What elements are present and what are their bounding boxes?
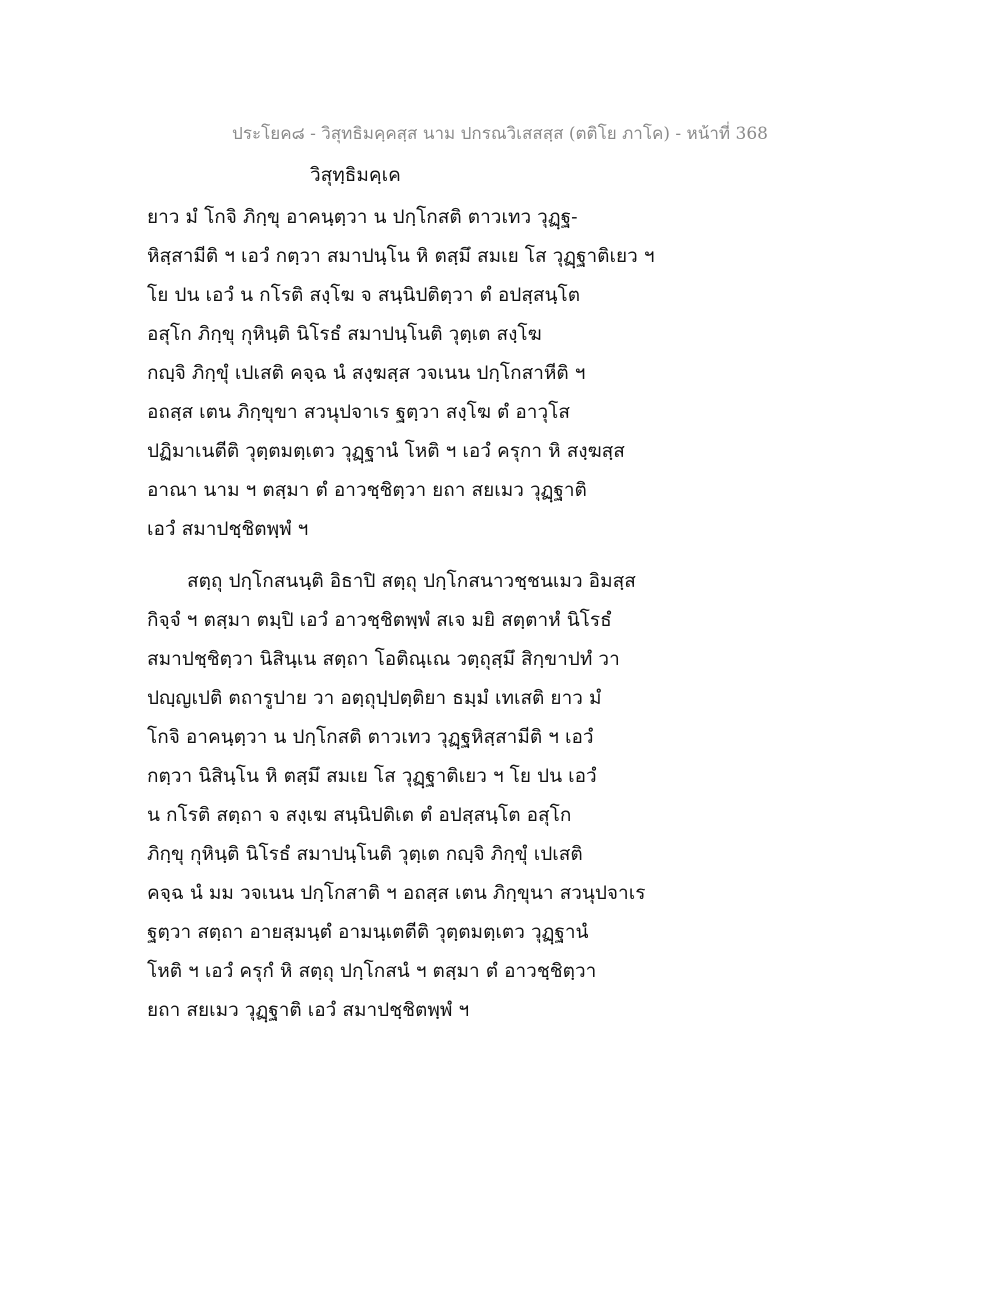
text-line: กตฺวา นิสินฺโน หิ ตสฺมึ สมเย โส วุฏฺฐาติเยว ฯ โย ปน เอวํ	[147, 765, 597, 787]
running-head: ประโยค๘ - วิสุทธิมคฺคสฺส นาม ปกรณวิเสสสฺส (ตติโย ภาโค) - หน้าที่ 368	[232, 124, 768, 144]
text-line: ฐตฺวา สตฺถา อายสฺมนฺตํ อามนฺเตตีติ วุตฺตมตฺเตว วุฏฺฐานํ	[147, 921, 589, 943]
text-line: เอวํ สมาปชฺชิตพฺพํ ฯ	[147, 518, 309, 540]
text-line: โกจิ อาคนฺตฺวา น ปกฺโกสติ ตาวเทว วุฏฺฐหิสฺสามีติ ฯ เอวํ	[147, 726, 594, 748]
body-text	[147, 198, 707, 1030]
text-line: สตฺถุ ปกฺโกสนนฺติ อิธาปิ สตฺถุ ปกฺโกสนาวชฺชนเมว อิมสฺส	[187, 570, 636, 592]
text-line: สมาปชฺชิตฺวา นิสินฺเน สตฺถา โอติณฺเณ วตฺถุสฺมึ สิกฺขาปทํ วา	[147, 648, 620, 670]
paragraph-1	[147, 198, 707, 549]
text-line: ยถา สยเมว วุฏฺฐาติ เอวํ สมาปชฺชิตพฺพํ ฯ	[147, 999, 470, 1021]
text-line: กญฺจิ ภิกฺขุํ เปเสติ คจฺฉ นํ สงฺฆสฺส วจเนน ปกฺโกสาหีติ ฯ	[147, 362, 586, 384]
text-line: ปญฺญเปติ ตถารูปาย วา อตฺถุปฺปตฺติยา ธมฺมํ เทเสติ ยาว มํ	[147, 687, 602, 709]
text-line: ยาว มํ โกจิ ภิกฺขุ อาคนฺตฺวา น ปกฺโกสติ ตาวเทว วุฏฺฐ-	[147, 206, 578, 228]
page-header	[0, 120, 1000, 147]
text-line: อาณา นาม ฯ ตสฺมา ตํ อาวชฺชิตฺวา ยถา สยเมว วุฏฺฐาติ	[147, 479, 587, 501]
text-line: คจฺฉ นํ มม วจเนน ปกฺโกสาติ ฯ อถสฺส เตน ภิกฺขุนา สวนุปจาเร	[147, 882, 646, 904]
text-line: โย ปน เอวํ น กโรติ สงฺโฆ จ สนฺนิปติตฺวา ตํ อปสฺสนฺโต	[147, 284, 581, 306]
paragraph-gap	[147, 549, 707, 562]
text-line: หิสฺสามีติ ฯ เอวํ กตฺวา สมาปนฺโน หิ ตสฺมึ สมเย โส วุฏฺฐาติเยว ฯ	[147, 245, 655, 267]
text-line: ภิกฺขุ กุหินฺติ นิโรธํ สมาปนฺโนติ วุตฺเต กญฺจิ ภิกฺขุํ เปเสติ	[147, 843, 583, 865]
text-line: โหติ ฯ เอวํ ครุกํ หิ สตฺถุ ปกฺโกสนํ ฯ ตสฺมา ตํ อาวชฺชิตฺวา	[147, 960, 597, 982]
text-line: อถสฺส เตน ภิกฺขุขา สวนุปจาเร ฐตฺวา สงฺโฆ ตํ อาวุโส	[147, 401, 570, 423]
section-title: วิสุทฺธิมคฺเค	[310, 164, 401, 186]
text-line: น กโรติ สตฺถา จ สงฺเฆ สนฺนิปติเต ตํ อปสฺสนฺโต อสุโก	[147, 804, 572, 826]
text-line: ปฏิมาเนตีติ วุตฺตมตฺเตว วุฏฺฐานํ โหติ ฯ เอวํ ครุกา หิ สงฺฆสฺส	[147, 440, 625, 462]
paragraph-2	[147, 562, 707, 1030]
text-line: อสุโก ภิกฺขุ กุหินฺติ นิโรธํ สมาปนฺโนติ วุตฺเต สงฺโฆ	[147, 323, 542, 345]
text-line: กิจฺจํ ฯ ตสฺมา ตมฺปิ เอวํ อาวชฺชิตพฺพํ สเจ มยิ สตฺตาหํ นิโรธํ	[147, 609, 612, 631]
